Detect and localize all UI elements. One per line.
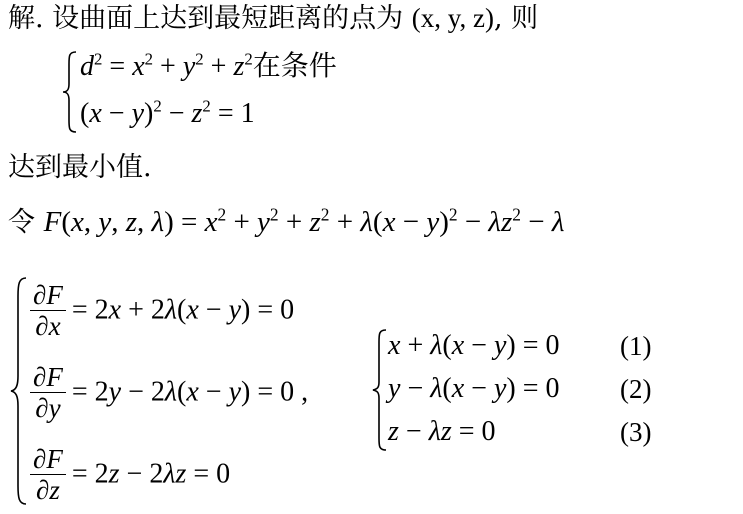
partial-x-fraction: $\frac{\partial F}{\partial x}$	[30, 280, 66, 341]
lagrangian-prefix: 令	[8, 207, 35, 238]
simplified-eq-1: x + λ(x − y) = 0	[388, 330, 560, 361]
intro-tail: , 则	[493, 3, 539, 34]
simplified-eq-3: z − λz = 0	[388, 416, 496, 447]
equation-number-2: (2)	[620, 374, 652, 404]
system1-equation-2: $(x - y)^2 - z^2 = 1$	[80, 96, 255, 129]
intro-point: (x, y, z)	[411, 3, 494, 33]
partial-x-row: $\frac{\partial F}{\partial x}$ = 2x + 2λ(x − y) = 0	[30, 280, 294, 341]
system1-brace	[62, 50, 78, 134]
equation-number-3: (3)	[620, 417, 652, 447]
intro-label: 解. 设曲面上达到最短距离的点为	[8, 3, 404, 34]
system1-equation-1: $d^2 = x^2 + y^2 + z^2$在条件	[80, 49, 337, 82]
system3-brace	[372, 328, 388, 452]
partial-z-fraction: $\frac{\partial F}{\partial z}$	[30, 444, 66, 505]
lagrangian-line	[8, 206, 564, 239]
system2-brace	[10, 276, 28, 506]
solution-intro-line	[8, 2, 538, 35]
equation-number-1: (1)	[620, 331, 652, 361]
lagrangian-formula: F(x, y, z, $\lambda) = x^2 + y^2 + z^2 + \lambda(x - y)^2 - \lambda z^2 - \lambda$	[43, 204, 565, 238]
min-value-line	[8, 152, 152, 184]
min-line-text: 达到最小值.	[8, 152, 152, 183]
partial-y-row: $\frac{\partial F}{\partial y}$ = 2y − 2λ(x − y) = 0 ,	[30, 362, 308, 423]
partial-z-row: $\frac{\partial F}{\partial z}$ = 2z − 2λz = 0	[30, 444, 230, 505]
condition-text: 在条件	[252, 49, 337, 82]
simplified-eq-2: y − λ(x − y) = 0	[388, 373, 560, 404]
partial-y-fraction: $\frac{\partial F}{\partial y}$	[30, 362, 66, 423]
